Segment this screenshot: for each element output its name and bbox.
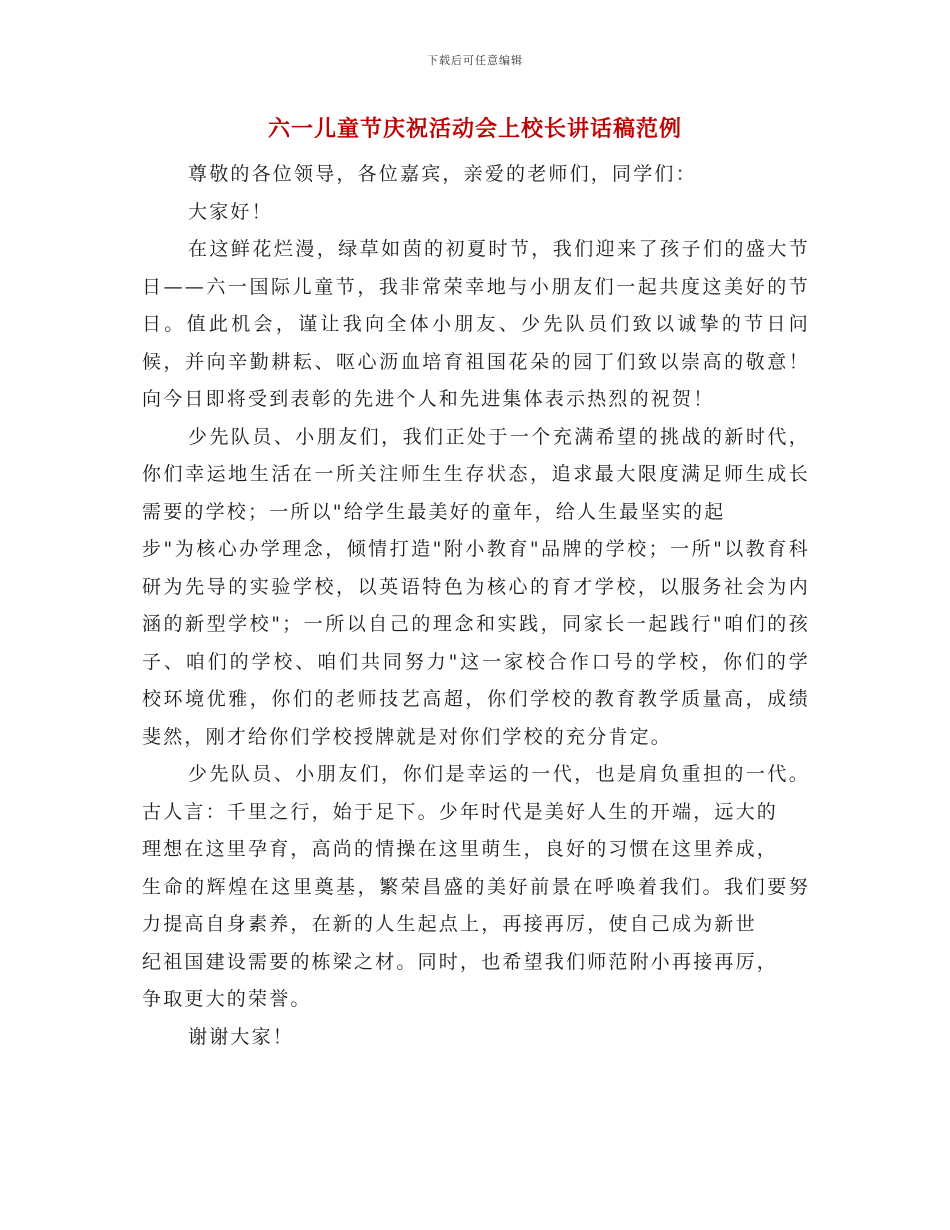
salutation: 尊敬的各位领导，各位嘉宾，亲爱的老师们，同学们：	[188, 163, 697, 185]
body-paragraph: 少先队员、小朋友们，你们是幸运的一代，也是肩负重担的一代。古人言：千里之行，始于足下。少年时代是美好人生的开端，远大的 理想在这里孕育，高尚的情操在这里萌生，良好的习惯在这里养成， 生命的辉煌在这里奠基，繁荣昌盛的美好前景在呼唤着我们。我们要努力提高自身素养，在新的人生起点上，再接再厉，使自己成为新世 纪祖国建设需要的栋梁之材。同时，也希望我们师范附小再接再厉， 争取更大的荣誉。	[142, 763, 810, 1010]
closing: 谢谢大家！	[188, 1025, 295, 1048]
body-paragraph: 在这鲜花烂漫，绿草如茵的初夏时节，我们迎来了孩子们的盛大节日——六一国际儿童节，我非常荣幸地与小朋友们一起共度这美好的节日。值此机会，谨让我向全体小朋友、少先队员们致以诚挚的节日问候，并向辛勤耕耘、呕心沥血培育祖国花朵的园丁们致以崇高的敬意！向今日即将受到表彰的先进个人和先进集体表示热烈的祝贺！	[142, 238, 810, 410]
body-paragraph: 少先队员、小朋友们，我们正处于一个充满希望的挑战的新时代，你们幸运地生活在一所关注师生生存状态，追求最大限度满足师生成长需要的学校；一所以"给学生最美好的童年，给人生最坚实的起 步"为核心办学理念，倾情打造"附小教育"品牌的学校；一所"以教育科研为先导的实验学校，以英语特色为核心的育才学校，以服务社会为内涵的新型学校"；一所以自己的理念和实践，同家长一起践行"咱们的孩子、咱们的学校、咱们共同努力"这一家校合作口号的学校，你们的学校环境优雅，你们的老师技艺高超，你们学校的教育教学质量高，成绩斐然，刚才给你们学校授牌就是对你们学校的充分肯定。	[142, 425, 810, 748]
document-body	[142, 156, 810, 1056]
header-note: 下载后可任意编辑	[427, 54, 523, 67]
greeting: 大家好！	[188, 200, 273, 223]
document-title: 六一儿童节庆祝活动会上校长讲话稿范例	[267, 116, 682, 142]
